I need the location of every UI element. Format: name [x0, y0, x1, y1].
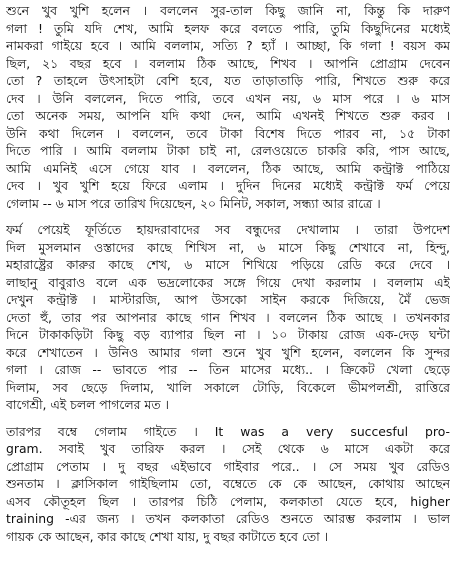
text-line: দেব । খুব খুশি হয়ে ফিরে এলাম । দুদিন দিনের মধ্যেই কন্ট্রাক্ট ফর্ম পেয়ে: [6, 178, 450, 193]
text-line: করে শেখাতেন । উনিও আমার গলা শুনে খুব খুশি হলেন, বললেন কি সুন্দর: [6, 344, 450, 360]
text-line: গলা ! তুমি যদি শেখ, আমি হলফ করে বলতে পারি, তুমি কিছুদিনের মধ্যেই: [6, 20, 450, 36]
text-line: এসব কৌতূহল ছিল । তারপর চিঠি পেলাম, কলকাতা যেতে হবে, higher: [6, 493, 450, 509]
text-line: দিলাম, সব ছেড়ে দিলাম, খালি সকালে টোড়ি, বিকেলে ভীমপলশ্রী, রাত্তিরে: [6, 379, 450, 395]
text-line: ছিল, ২১ বছর হবে । বললাম ঠিক আছে, শিখব । আপনি প্রোগ্রাম দেবেন: [6, 55, 450, 71]
text-line: তো অনেক সময়, আপনি যদি কথা দেন, আমি এখনই শিখতে শুরু করব ।: [6, 108, 450, 123]
text-line: লাছানু বাবুরাও বলে এক ভদ্রলোকের সঙ্গে গিয়ে দেখা করলাম । বললাম এই: [6, 274, 450, 290]
text-line: নামকরা গাইয়ে হবে । আমি বললাম, সত্যি ? হ্যাঁ । আচ্ছা, কি গলা ! বয়স কম: [6, 38, 450, 53]
text-line: দেব । উনি বললেন, দিতে পারি, তবে এখন নয়, ৬ মাস পরে । ৬ মাস: [6, 90, 450, 106]
text-line: বাগেশ্রী, এই চলল পাগলের মত ।: [6, 397, 169, 412]
text-line: গায়ক কে আছেন, কার কাছে শেখা যায়, দু বছর কাটাতে হবে তো ।: [6, 528, 329, 544]
paragraph-2: [6, 221, 450, 414]
text-line: training -এর জন্য । তখন কলকাতা রেডিও শুনতে আরম্ভ করলাম । ভাল: [6, 511, 450, 526]
text-line: তারপর বম্বে গেলাম গাইতে । It was a very succesful pro-: [6, 423, 450, 439]
text-line: দিনে টাকাকড়িটা কিছু বড় ব্যাপার ছিল না । ১০ টাকায় রোজ এক-দেড় ঘন্টা: [6, 327, 450, 342]
text-line: তো ? তাহলে উৎসাহটা বেশি হবে, যত তাড়াতাড়ি পারি, শিখতে শুরু করে: [6, 73, 450, 88]
text-line: দেতা হুঁ, তার পর আপনার কাছে গান শিখব । বললেন ঠিক আছে । তখনকার: [6, 309, 450, 325]
text-line: প্রোগ্রাম পেতাম । দু বছর এইভাবে গাইবার পরে.. । সে সময় খুব রেডিও: [6, 458, 450, 474]
text-line: ফর্ম পেয়েই ফূর্তিতে হায়দরাবাদের সব বন্ধুদের দেখালাম । তারা উপদেশ: [6, 222, 450, 237]
text-line: দিতে পারি । আমি বললাম টাকা চাই না, রেলওয়েতে চাকরি করি, পাস আছে,: [6, 143, 450, 158]
text-line: শুনতাম । ক্লাসিকাল গাইছিলাম তো, বম্বেতে কে কে আছেন, কোথায় আছেন: [6, 476, 450, 491]
paragraph-1: [6, 2, 450, 212]
text-line: শুনে খুব খুশি হলেন । বললেন সুর-তাল কিছু জানি না, কিন্তু কি দারুণ: [6, 3, 450, 18]
text-line: দিল মুসলমান ওস্তাদের কাছে শিখিস না, ৬ মাসে কিছু শেখাবে না, হিন্দু,: [6, 239, 450, 255]
text-line: উনি কথা দিলেন । বললেন, তবে টাকা বিশেষ দিতে পারব না, ১৫ টাকা: [6, 125, 450, 141]
paragraph-3: [6, 423, 450, 546]
text-line: আমি এমনিই এসে গেয়ে যাব । বললেন, ঠিক আছে, আমি কন্ট্রাক্ট পাঠিয়ে: [6, 160, 450, 176]
text-line: গেলাম -- ৬ মাস পরে তারিখ দিয়েছেন, ২০ মিনিট, সকাল, সন্ধ্যা আর রাত্রে ।: [6, 195, 381, 211]
text-line: গলা । রোজ -- ভাবতে পার -- তিন মাসের মধ্যে.. । ক্রিকেট খেলা ছেড়ে: [6, 362, 450, 377]
text-line: দেখুন কন্ট্রাক্ট । মাস্টারজি, আপ উসকো সাইন করকে দিজিয়ে, মৈঁ ভেজ: [6, 292, 450, 307]
text-line: মহারাষ্ট্রের কারুর কাছে শেখ, ৬ মাসে শিখিয়ে পড়িয়ে রেডি করে দেবে ।: [6, 257, 450, 272]
text-line: gram. সবাই খুব তারিফ করল । সেই থেকে ৬ মাসে একটা করে: [6, 441, 450, 456]
